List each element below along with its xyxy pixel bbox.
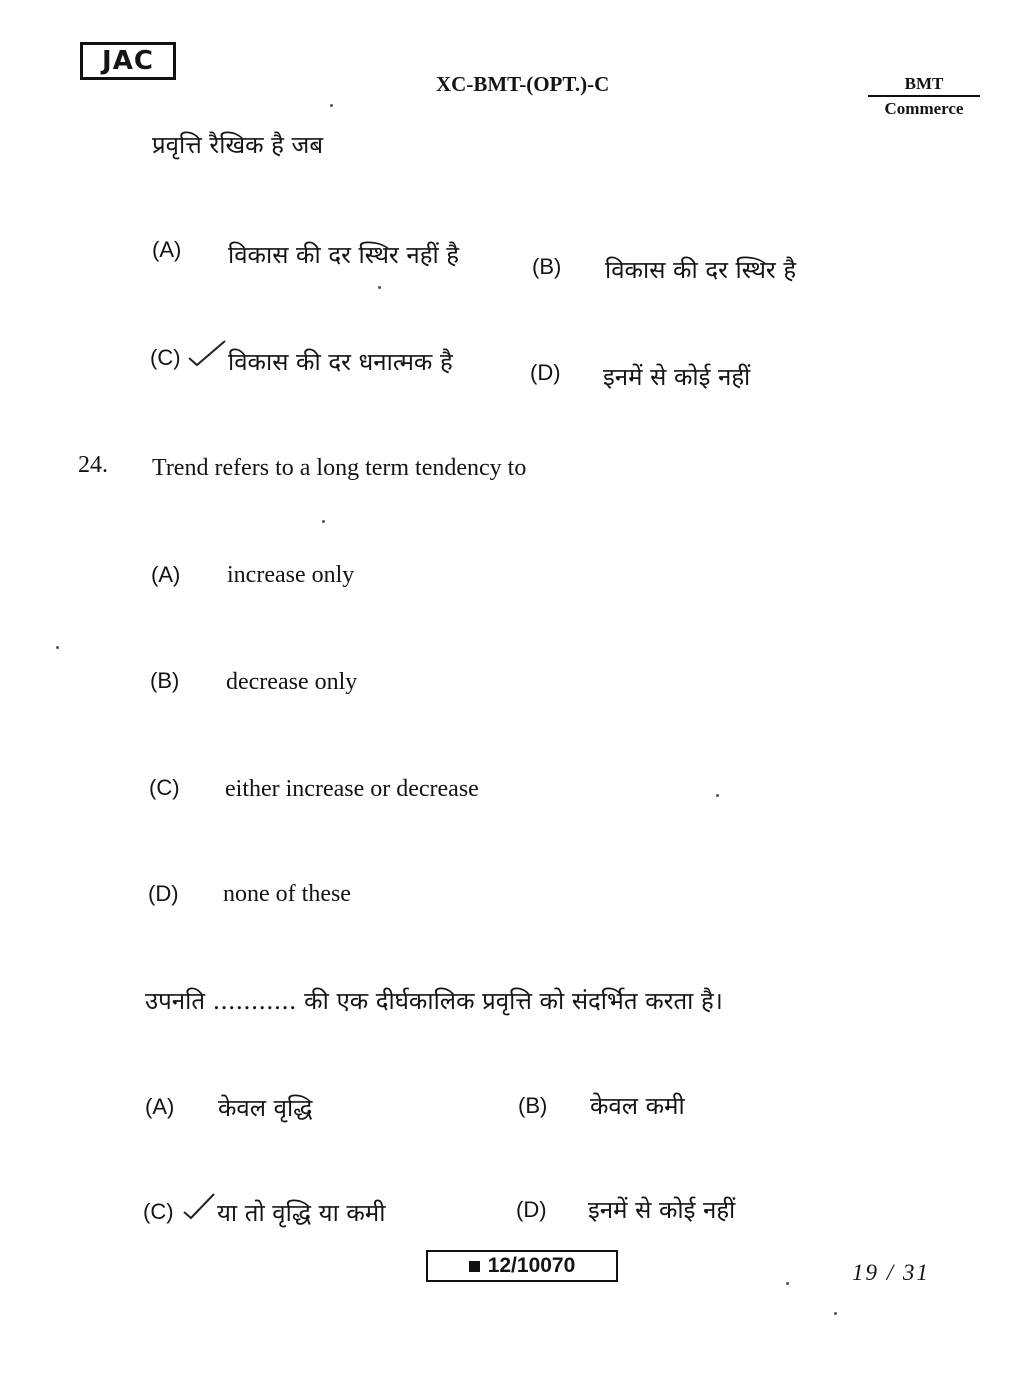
q23-option-b-label: (B) — [532, 254, 562, 279]
scan-speck — [330, 104, 333, 107]
scan-speck — [786, 1282, 789, 1285]
check-mark-icon — [182, 1192, 216, 1220]
q24h-option-b-label: (B) — [518, 1093, 548, 1118]
q24-option-d-label: (D) — [148, 881, 179, 906]
q23-option-d-label: (D) — [530, 360, 561, 385]
scan-speck — [322, 520, 325, 523]
sheet-code-box — [426, 1250, 618, 1282]
q24-option-a-label: (A) — [151, 562, 181, 587]
q24-option-b-label: (B) — [150, 668, 180, 693]
scan-speck — [834, 1312, 837, 1315]
q24h-option-c-text: या तो वृद्धि या कमी — [217, 1199, 386, 1227]
q23-option-d-text: इनमें से कोई नहीं — [603, 363, 751, 391]
q24h-option-b-text: केवल कमी — [590, 1092, 685, 1120]
q23-option-c-label: (C) — [150, 345, 181, 370]
q24h-option-a-text: केवल वृद्धि — [218, 1094, 313, 1122]
scan-speck — [56, 646, 59, 649]
q23-option-a-label: (A) — [152, 237, 182, 262]
sheet-code: 12/10070 — [487, 1254, 576, 1277]
q24-option-a-text: increase only — [227, 562, 355, 588]
q24-option-b-text: decrease only — [226, 669, 358, 695]
board-badge: JAC — [80, 42, 176, 80]
q24-option-c-label: (C) — [149, 775, 180, 800]
q23-hindi-stem: प्रवृत्ति रैखिक है जब — [152, 131, 324, 159]
check-mark-icon — [187, 338, 227, 368]
page-number: 19 / 31 — [852, 1260, 930, 1285]
q24h-option-a-label: (A) — [145, 1094, 175, 1119]
filled-square-icon — [469, 1261, 480, 1272]
q24-option-c-text: either increase or decrease — [225, 776, 479, 802]
q24-number: 24. — [78, 452, 108, 478]
scan-speck — [378, 286, 381, 289]
q24h-option-c-label: (C) — [143, 1199, 174, 1224]
q24-option-d-text: none of these — [223, 881, 351, 907]
q24-stem: Trend refers to a long term tendency to — [152, 455, 527, 481]
q24h-option-d-text: इनमें से कोई नहीं — [588, 1196, 736, 1224]
subject-stream: Commerce — [884, 99, 964, 118]
q23-option-b-text: विकास की दर स्थिर है — [605, 256, 797, 284]
q23-option-c-text: विकास की दर धनात्मक है — [228, 348, 453, 376]
q24-hindi-stem: उपनति ........... की एक दीर्घकालिक प्रवृत्ति को संदर्भित करता है। — [145, 987, 723, 1015]
scan-speck — [716, 794, 719, 797]
subject-label — [868, 74, 980, 119]
q23-option-a-text: विकास की दर स्थिर नहीं है — [228, 241, 460, 269]
subject-code: BMT — [868, 74, 980, 97]
q24h-option-d-label: (D) — [516, 1197, 547, 1222]
paper-code: XC-BMT-(OPT.)-C — [436, 72, 610, 96]
